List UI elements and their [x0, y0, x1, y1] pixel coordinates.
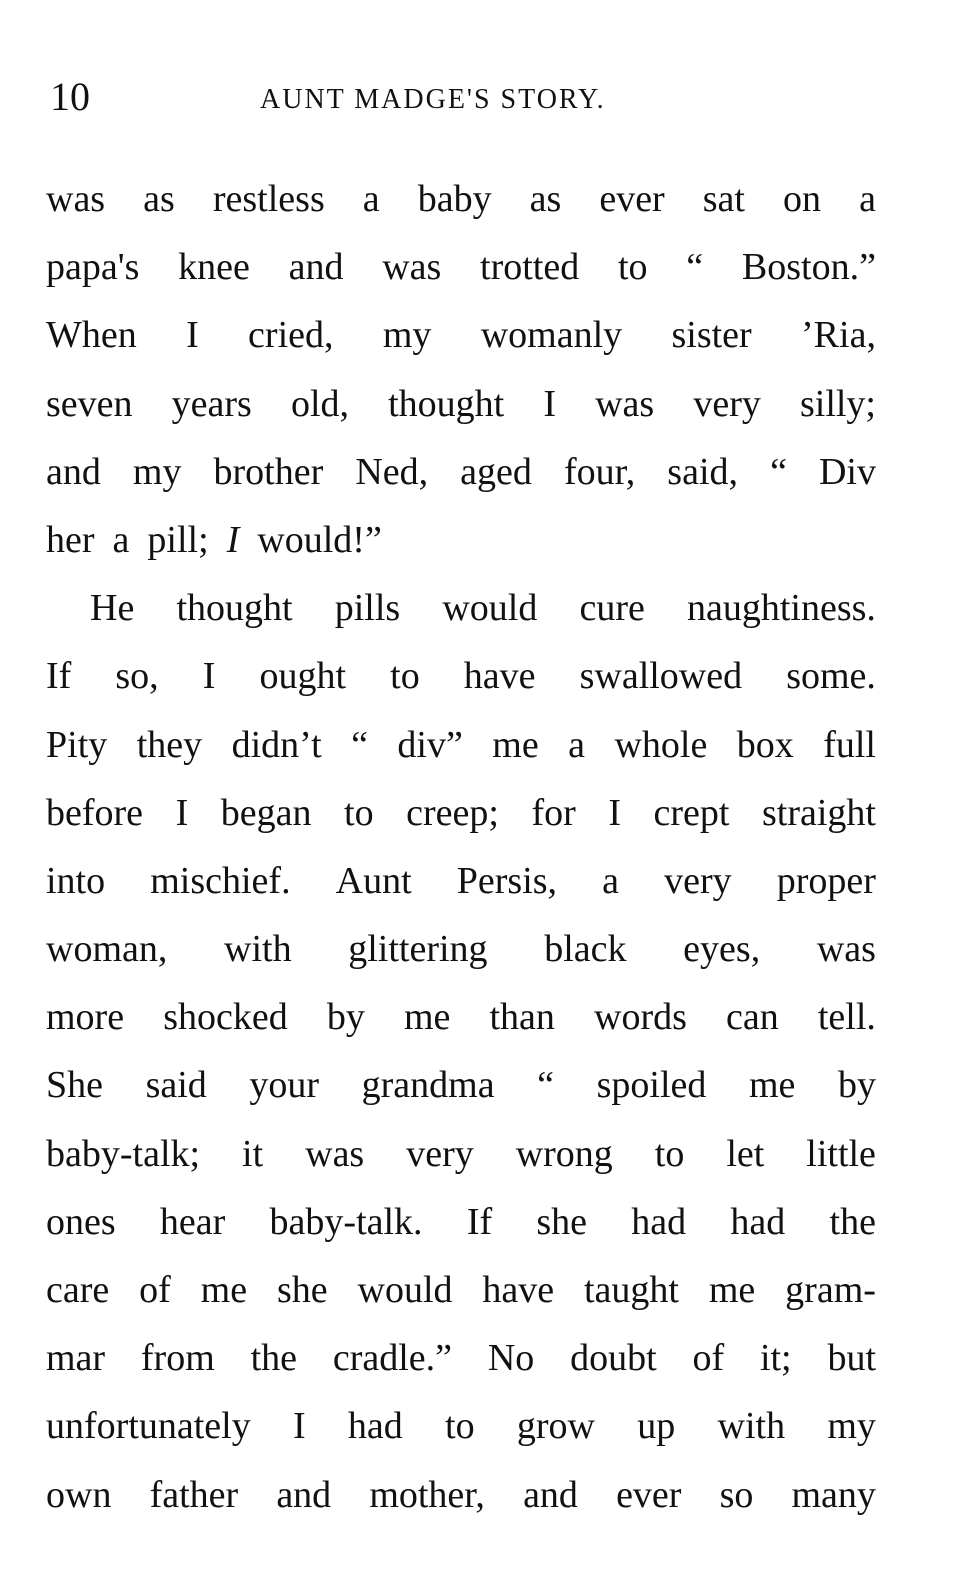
word: very	[406, 1132, 474, 1175]
text-line	[46, 1051, 876, 1119]
word: grow	[516, 1405, 595, 1448]
word: a	[568, 723, 586, 766]
word: baby-talk.	[269, 1200, 423, 1243]
text-line	[46, 438, 876, 506]
running-title: AUNT MADGE'S STORY.	[260, 84, 606, 115]
word: crept	[653, 791, 730, 834]
word: I	[175, 791, 189, 834]
page-header	[46, 72, 876, 122]
word: would	[357, 1269, 453, 1311]
word: restless	[212, 178, 325, 220]
word: box	[736, 723, 794, 766]
word: Boston.”	[741, 246, 876, 289]
word: four,	[563, 450, 636, 493]
word: on	[783, 178, 822, 220]
word: Ned,	[355, 450, 429, 493]
word: me	[403, 996, 451, 1039]
word: was	[305, 1132, 365, 1175]
word: with	[717, 1405, 786, 1448]
word: from	[140, 1337, 215, 1380]
text-line	[46, 1461, 876, 1529]
word: proper	[776, 859, 876, 902]
word: I	[202, 655, 216, 698]
word: with	[224, 928, 292, 971]
word: my	[827, 1405, 876, 1448]
word: to	[654, 1132, 685, 1175]
word: of	[692, 1337, 725, 1380]
word: father	[149, 1473, 239, 1516]
word: she	[276, 1269, 328, 1311]
word: before	[46, 791, 144, 834]
text-line	[46, 847, 876, 915]
word: it	[242, 1132, 264, 1175]
word: Pity	[46, 723, 108, 766]
word: was	[595, 382, 655, 425]
word: grandma	[361, 1064, 495, 1107]
text-line	[46, 506, 876, 574]
word: I	[608, 791, 621, 834]
word: have	[482, 1269, 555, 1311]
word: eyes,	[683, 928, 761, 971]
word: but	[827, 1337, 876, 1380]
word: her	[46, 518, 95, 561]
word: brother	[213, 450, 324, 493]
word: He	[90, 587, 135, 630]
word: let	[726, 1132, 765, 1175]
word: baby-talk;	[46, 1132, 201, 1175]
word: care	[46, 1269, 110, 1311]
word: div”	[397, 723, 463, 766]
word: ever	[599, 178, 665, 220]
word: “	[351, 723, 368, 766]
word: and	[276, 1473, 332, 1516]
word: trotted	[480, 246, 580, 289]
word: your	[249, 1064, 320, 1107]
word: If	[46, 655, 72, 698]
word: as	[143, 178, 175, 220]
word: very	[664, 859, 732, 902]
word: up	[637, 1405, 676, 1448]
text-line	[46, 165, 876, 233]
word: the	[250, 1337, 298, 1380]
word: “	[537, 1064, 555, 1107]
word: swallowed	[579, 655, 743, 698]
word: had	[730, 1200, 786, 1243]
text-line	[46, 983, 876, 1051]
text-line	[46, 1392, 876, 1460]
word: said	[145, 1064, 207, 1107]
word: she	[536, 1200, 588, 1243]
text-line	[46, 711, 876, 779]
word: they	[136, 723, 203, 766]
word: a	[602, 859, 620, 902]
word: for	[531, 791, 576, 834]
word: of	[139, 1269, 171, 1311]
word: creep;	[406, 791, 499, 834]
word: a	[112, 518, 130, 561]
word: ones	[46, 1200, 116, 1243]
word: mar	[46, 1337, 106, 1380]
word: papa's	[46, 246, 140, 289]
word: by	[326, 996, 365, 1039]
word: knee	[178, 246, 250, 289]
word: didn’t	[231, 723, 322, 766]
word: unfortunately	[46, 1405, 251, 1448]
word: glittering	[348, 928, 488, 971]
word: would!”	[257, 518, 382, 561]
word: was	[816, 928, 876, 971]
word: to	[445, 1405, 475, 1448]
text-line	[46, 301, 876, 369]
word: silly;	[799, 382, 876, 425]
word: thought	[388, 382, 505, 425]
text-line	[46, 1188, 876, 1256]
word: into	[46, 859, 106, 902]
word: I	[226, 518, 240, 561]
word: me	[708, 1269, 756, 1311]
word: tell.	[817, 996, 876, 1039]
word: wrong	[515, 1132, 613, 1175]
word: the	[829, 1200, 876, 1243]
text-line	[46, 370, 876, 438]
word: little	[806, 1132, 876, 1175]
word: some.	[786, 655, 876, 698]
word: hear	[159, 1200, 226, 1243]
paragraph-2	[46, 574, 876, 1529]
word: as	[529, 178, 562, 220]
word: very	[693, 382, 761, 425]
word: said,	[667, 450, 739, 493]
text-line	[46, 1324, 876, 1392]
word: cradle.”	[332, 1337, 453, 1380]
word: aged	[460, 450, 532, 493]
word: If	[466, 1200, 493, 1243]
word: by	[837, 1064, 876, 1107]
text-line	[46, 233, 876, 301]
word: baby	[417, 178, 492, 220]
word: own	[46, 1473, 112, 1516]
word: a	[362, 178, 380, 220]
word: had	[631, 1200, 687, 1243]
word: Aunt	[335, 859, 412, 902]
word: mischief.	[150, 859, 291, 902]
word: to	[617, 246, 648, 289]
word: more	[46, 996, 125, 1039]
word: my	[382, 314, 432, 357]
word: naughtiness.	[687, 587, 876, 630]
word: and	[46, 450, 101, 493]
word: a	[859, 178, 876, 220]
word: woman,	[46, 928, 168, 971]
word: sat	[702, 178, 745, 220]
word: words	[594, 996, 687, 1039]
word: have	[463, 655, 536, 698]
body-text	[46, 165, 876, 1529]
word: pills	[334, 587, 401, 630]
word: spoiled	[596, 1064, 707, 1107]
word: ’Ria,	[801, 314, 876, 357]
word: “	[770, 450, 787, 493]
word: When	[46, 314, 137, 357]
word: No	[487, 1337, 535, 1380]
word: was	[46, 178, 106, 220]
word: and	[523, 1473, 578, 1516]
word: I	[186, 314, 199, 357]
page-number: 10	[50, 74, 90, 119]
word: mother,	[369, 1473, 485, 1516]
text-line	[46, 779, 876, 847]
text-line	[46, 915, 876, 983]
word: was	[382, 246, 442, 289]
word: than	[489, 996, 555, 1039]
word: “	[686, 246, 704, 289]
word: began	[220, 791, 312, 834]
text-line	[46, 574, 876, 642]
word: to	[344, 791, 374, 834]
word: sister	[671, 314, 752, 357]
word: cried,	[248, 314, 334, 357]
word: straight	[761, 791, 876, 834]
word: gram-	[785, 1269, 876, 1311]
word: whole	[614, 723, 708, 766]
word: me	[200, 1269, 248, 1311]
word: and	[288, 246, 344, 289]
word: had	[347, 1405, 403, 1448]
word: would	[442, 587, 538, 630]
word: cure	[579, 587, 645, 630]
word: old,	[290, 382, 349, 425]
text-line	[46, 642, 876, 710]
word: seven	[46, 382, 133, 425]
word: me	[748, 1064, 796, 1107]
word: I	[543, 382, 556, 425]
word: I	[292, 1405, 306, 1448]
word: ought	[259, 655, 347, 698]
word: taught	[584, 1269, 679, 1311]
word: Div	[818, 450, 876, 493]
word: thought	[176, 587, 293, 630]
word: womanly	[480, 314, 623, 357]
word: my	[132, 450, 182, 493]
text-line	[46, 1256, 876, 1324]
word: Persis,	[456, 859, 558, 902]
word: full	[823, 723, 876, 766]
word: shocked	[163, 996, 288, 1039]
word: so,	[115, 655, 159, 698]
word: doubt	[570, 1337, 657, 1380]
word: many	[791, 1473, 876, 1516]
word: black	[544, 928, 627, 971]
text-line	[46, 1120, 876, 1188]
word: years	[171, 382, 252, 425]
word: me	[492, 723, 539, 766]
word: pill;	[147, 518, 209, 561]
word: ever	[616, 1473, 682, 1516]
word: it;	[759, 1337, 792, 1380]
word: can	[726, 996, 779, 1039]
word: She	[46, 1064, 103, 1107]
word: to	[390, 655, 420, 698]
paragraph-1	[46, 165, 876, 574]
word: so	[719, 1473, 754, 1516]
